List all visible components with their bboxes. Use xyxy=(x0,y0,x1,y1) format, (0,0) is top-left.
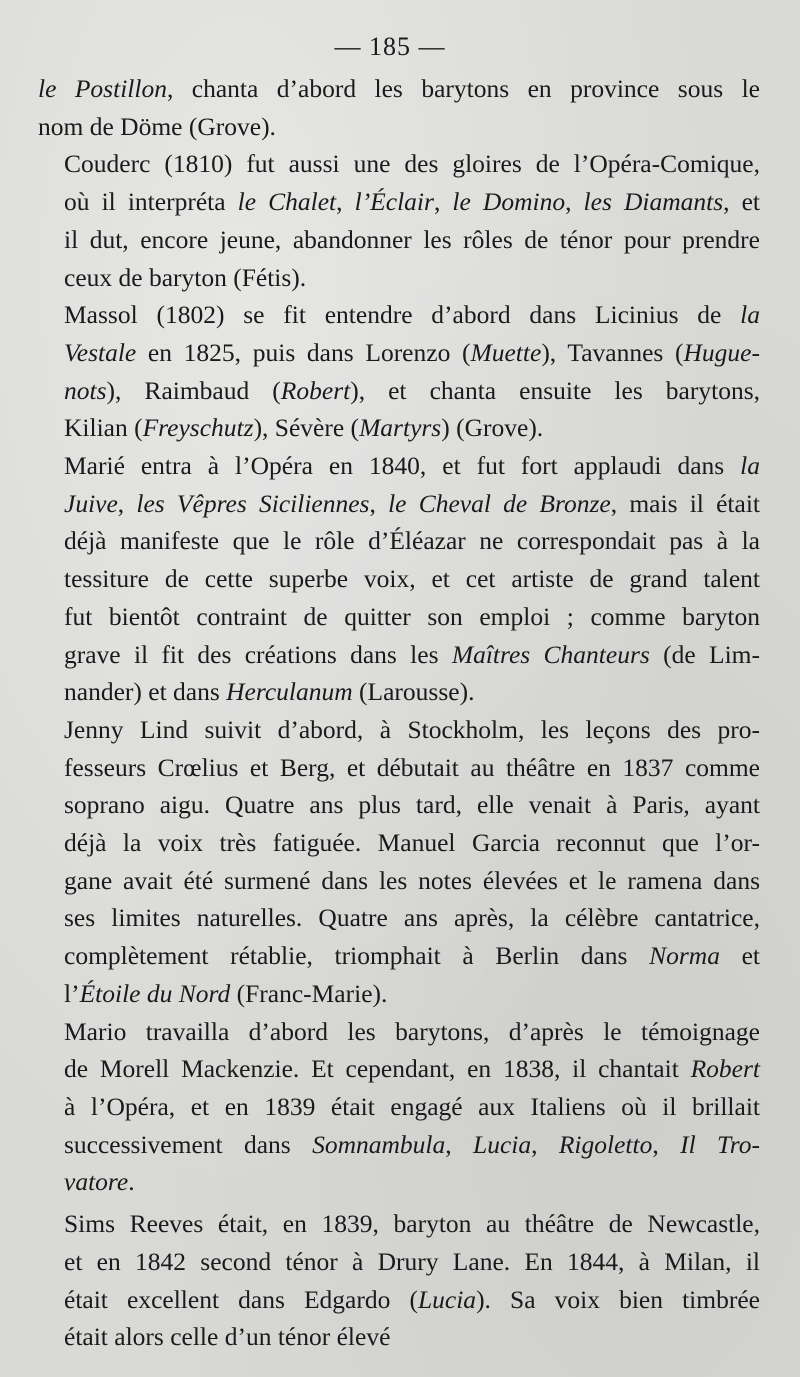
text-run: , xyxy=(336,187,355,217)
text-run: , et xyxy=(723,187,761,217)
italic-title: Freyschutz xyxy=(142,413,254,443)
text-run: grave il fit des créations dans les xyxy=(64,639,452,669)
text-run: ses limites naturelles. Quatre ans après, la célèbre cantatrice, xyxy=(64,903,760,933)
text-run: Marié entra à l’Opéra en 1840, et fut fort applaudi dans xyxy=(64,451,741,481)
text-run: déjà manifeste que le rôle d’Éléazar ne correspondait pas à la xyxy=(64,526,760,556)
text-line xyxy=(38,1205,760,1243)
text-run: déjà la voix très fatiguée. Manuel Garcia reconnut que l’or- xyxy=(64,828,760,858)
italic-title: Hugue- xyxy=(683,337,760,367)
italic-title: Juive xyxy=(64,488,118,518)
text-run: nom de Döme (Grove). xyxy=(38,111,276,141)
text-line xyxy=(38,862,760,900)
italic-title: les Diamants xyxy=(583,187,724,217)
text-line xyxy=(38,70,760,108)
text-line xyxy=(38,108,760,146)
text-line xyxy=(38,296,760,334)
italic-title: le Cheval de Bronze xyxy=(388,488,611,518)
text-line xyxy=(38,409,760,447)
text-run: , xyxy=(445,1129,474,1159)
text-line xyxy=(38,1126,760,1164)
text-line xyxy=(38,372,760,410)
text-run: l’ xyxy=(64,978,80,1008)
text-line xyxy=(38,1243,760,1281)
italic-title: Étoile du Nord xyxy=(79,978,231,1008)
italic-title: le Domino xyxy=(452,187,566,217)
body-text xyxy=(38,70,760,1356)
text-run: ) (Grove). xyxy=(441,413,544,443)
italic-title: Somnambula xyxy=(312,1129,446,1159)
text-run: . xyxy=(128,1167,135,1197)
text-line xyxy=(38,598,760,636)
text-line xyxy=(38,259,760,297)
text-run: il dut, encore jeune, abandonner les rôles de ténor pour prendre xyxy=(64,224,760,254)
paragraph xyxy=(38,70,760,145)
text-run: , xyxy=(652,1129,681,1159)
text-run: Kilian ( xyxy=(64,413,143,443)
text-run: ), et chanta ensuite les barytons, xyxy=(350,375,760,405)
italic-title: Vestale xyxy=(64,337,137,367)
text-line xyxy=(38,1050,760,1088)
paragraph xyxy=(38,296,760,447)
text-run: Sims Reeves était, en 1839, baryton au théâtre de Newcastle, xyxy=(64,1209,760,1239)
text-line xyxy=(38,221,760,259)
text-line xyxy=(38,334,760,372)
text-run: ), Raimbaud ( xyxy=(106,375,281,405)
paragraph xyxy=(38,447,760,711)
text-line xyxy=(38,749,760,787)
text-run: Massol (1802) se fit entendre d’abord dans Licinius de xyxy=(64,300,741,330)
text-run: (de Lim- xyxy=(649,639,760,669)
italic-title: Robert xyxy=(690,1054,760,1084)
text-run: (Franc-Marie). xyxy=(230,978,388,1008)
text-run: fut bientôt contraint de quitter son emploi ; comme baryton xyxy=(64,601,760,631)
text-run: Jenny Lind suivit d’abord, à Stockholm, les leçons des pro- xyxy=(64,714,760,744)
text-run: était alors celle d’un ténor élevé xyxy=(64,1322,391,1352)
text-run: en 1825, puis dans Lorenzo ( xyxy=(136,337,471,367)
paragraph xyxy=(38,1013,760,1202)
text-run: ), Sévère ( xyxy=(253,413,360,443)
text-line xyxy=(38,447,760,485)
text-line xyxy=(38,899,760,937)
text-line xyxy=(38,560,760,598)
text-line xyxy=(38,183,760,221)
text-run: Mario travailla d’abord les barytons, d’après le témoignage xyxy=(64,1016,760,1046)
italic-title: vatore xyxy=(64,1167,129,1197)
text-line xyxy=(38,485,760,523)
text-line xyxy=(38,145,760,183)
text-run: , mais il était xyxy=(610,488,760,518)
italic-title: le Chalet xyxy=(237,187,337,217)
text-run: nander) et dans xyxy=(64,677,227,707)
text-run: , xyxy=(369,488,389,518)
italic-title: le Postillon xyxy=(38,74,167,103)
text-line xyxy=(38,522,760,560)
italic-title: Norma xyxy=(649,941,720,971)
text-line xyxy=(38,824,760,862)
text-run: de Morell Mackenzie. Et cependant, en 1838, il chantait xyxy=(64,1054,691,1084)
italic-title: Muette xyxy=(470,337,542,367)
text-line xyxy=(38,937,760,975)
text-run: ). Sa voix bien timbrée xyxy=(476,1284,760,1314)
page-number: — 185 — xyxy=(334,32,446,61)
text-run: ), Tavannes ( xyxy=(541,337,684,367)
text-run: où il interpréta xyxy=(64,187,238,217)
italic-title: Herculanum xyxy=(226,677,353,707)
paragraph xyxy=(38,711,760,1013)
italic-title: Il Tro- xyxy=(680,1129,761,1159)
text-line xyxy=(38,1281,760,1319)
paragraph xyxy=(38,145,760,296)
italic-title: Maîtres Chanteurs xyxy=(451,639,650,669)
text-run: fesseurs Crœlius et Berg, et débutait au théâtre en 1837 comme xyxy=(64,752,760,782)
text-run: , xyxy=(433,187,453,217)
text-run: ceux de baryton (Fétis). xyxy=(64,262,307,292)
text-run: (Larousse). xyxy=(352,677,475,707)
italic-title: Rigoletto xyxy=(558,1129,653,1159)
text-run: , chanta d’abord les barytons en province sous le xyxy=(166,74,760,103)
text-run: et xyxy=(719,941,760,971)
italic-title: les Vêpres Siciliennes xyxy=(136,488,370,518)
text-run: , xyxy=(117,488,137,518)
text-line xyxy=(38,786,760,824)
text-run: , xyxy=(565,187,584,217)
text-run: Couderc (1810) fut aussi une des gloires de l’Opéra-Comique, xyxy=(64,149,760,179)
italic-title: Martyrs xyxy=(359,413,442,443)
text-line xyxy=(38,711,760,749)
text-line xyxy=(38,975,760,1013)
text-line xyxy=(38,636,760,674)
text-run: complètement rétablie, triomphait à Berlin dans xyxy=(64,941,650,971)
italic-title: nots xyxy=(64,375,107,405)
italic-title: la xyxy=(740,300,760,330)
italic-title: Robert xyxy=(280,375,351,405)
text-run: soprano aigu. Quatre ans plus tard, elle venait à Paris, ayant xyxy=(64,790,760,820)
text-line xyxy=(38,1163,760,1201)
text-line xyxy=(38,1318,760,1356)
text-run: tessiture de cette superbe voix, et cet artiste de grand talent xyxy=(64,564,760,594)
text-line xyxy=(38,1088,760,1126)
italic-title: Lucia xyxy=(417,1284,477,1314)
italic-title: l’Éclair xyxy=(354,187,434,217)
text-run: à l’Opéra, et en 1839 était engagé aux Italiens où il brillait xyxy=(64,1091,760,1121)
italic-title: la xyxy=(740,451,760,481)
paragraph xyxy=(38,1205,760,1356)
text-run: était excellent dans Edgardo ( xyxy=(64,1284,418,1314)
text-line xyxy=(38,1013,760,1051)
italic-title: Lucia xyxy=(473,1129,532,1159)
text-run: et en 1842 second ténor à Drury Lane. En 1844, à Milan, il xyxy=(64,1246,760,1276)
text-line xyxy=(38,673,760,711)
text-run: , xyxy=(531,1129,559,1159)
text-run: gane avait été surmené dans les notes élevées et le ramena dans xyxy=(64,865,760,895)
text-run: successivement dans xyxy=(64,1129,313,1159)
